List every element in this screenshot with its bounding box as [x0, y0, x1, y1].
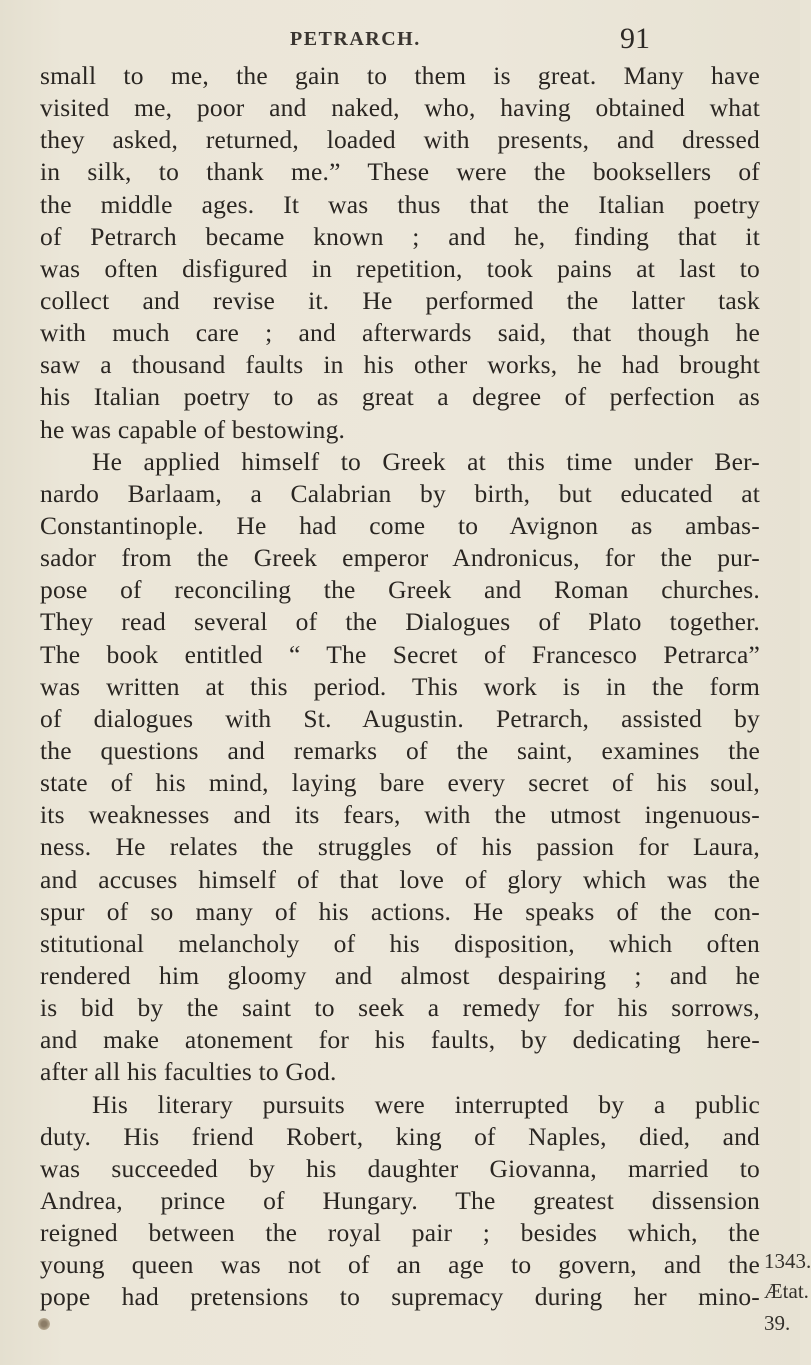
text-line: the questions and remarks of the saint, examines the — [40, 735, 760, 765]
text-line: nardo Barlaam, a Calabrian by birth, but educated at — [40, 478, 760, 508]
text-line: small to me, the gain to them is great. Many have — [40, 61, 760, 90]
page-number: 91 — [620, 22, 650, 55]
text-line: of Petrarch became known ; and he, finding that it — [40, 221, 760, 251]
text-line: state of his mind, laying bare every secret of his soul, — [40, 768, 760, 798]
text-line: in silk, to thank me.” These were the booksellers of — [40, 157, 760, 187]
text-line: was often disfigured in repetition, took pains at last to — [40, 253, 760, 283]
text-line: of dialogues with St. Augustin. Petrarch, assisted by — [40, 703, 760, 733]
text-line: reigned between the royal pair ; besides which, the — [40, 1218, 760, 1248]
text-line: and accuses himself of that love of glory which was the — [40, 864, 760, 894]
text-line: They read several of the Dialogues of Plato together. — [40, 607, 760, 637]
text-line: they asked, returned, loaded with presents, and dressed — [40, 125, 760, 155]
text-line: and make atonement for his faults, by dedicating here- — [40, 1025, 760, 1055]
text-line: collect and revise it. He performed the latter task — [40, 285, 760, 315]
text-line: ness. He relates the struggles of his passion for Laura, — [40, 832, 760, 862]
text-line: Constantinople. He had come to Avignon as ambas- — [40, 510, 760, 540]
text-line: its weaknesses and its fears, with the utmost ingenuous- — [40, 800, 760, 830]
text-line: he was capable of bestowing. — [40, 414, 346, 444]
text-line: pose of reconciling the Greek and Roman churches. — [40, 575, 760, 605]
running-head: PETRARCH. — [290, 28, 421, 50]
text-line: is bid by the saint to seek a remedy for his sorrows, — [40, 993, 760, 1023]
margin-note-age: 39. — [764, 1311, 791, 1335]
paragraph-start-line: He applied himself to Greek at this time under Ber- — [92, 446, 760, 476]
text-line: was succeeded by his daughter Giovanna, married to — [40, 1153, 760, 1183]
text-line: saw a thousand faults in his other works, he had brought — [40, 350, 760, 380]
text-line: visited me, poor and naked, who, having obtained what — [40, 93, 760, 123]
margin-note-aetat: Ætat. — [764, 1279, 809, 1303]
text-line: Andrea, prince of Hungary. The greatest dissension — [40, 1185, 760, 1215]
text-line: spur of so many of his actions. He speaks of the con- — [40, 896, 760, 926]
text-line: his Italian poetry to as great a degree of perfection as — [40, 382, 760, 412]
text-line: with much care ; and afterwards said, that though he — [40, 318, 760, 348]
text-line: was written at this period. This work is in the form — [40, 671, 760, 701]
text-line: after all his faculties to God. — [40, 1057, 337, 1087]
margin-note-year: 1343. — [764, 1249, 811, 1273]
ink-blot-mark — [38, 1318, 50, 1330]
text-line: duty. His friend Robert, king of Naples, died, and — [40, 1121, 760, 1151]
paragraph-start-line: His literary pursuits were interrupted by a public — [92, 1089, 760, 1119]
text-line: rendered him gloomy and almost despairing ; and he — [40, 960, 760, 990]
text-line: sador from the Greek emperor Andronicus, for the pur- — [40, 543, 760, 573]
body-text — [40, 60, 760, 1313]
text-line: stitutional melancholy of his disposition, which often — [40, 928, 760, 958]
text-line: pope had pretensions to supremacy during her mino- — [40, 1282, 760, 1312]
text-line: young queen was not of an age to govern, and the — [40, 1250, 760, 1280]
text-line: the middle ages. It was thus that the Italian poetry — [40, 189, 760, 219]
page-header — [0, 20, 800, 54]
text-line: The book entitled “ The Secret of Francesco Petrarca” — [40, 639, 760, 669]
